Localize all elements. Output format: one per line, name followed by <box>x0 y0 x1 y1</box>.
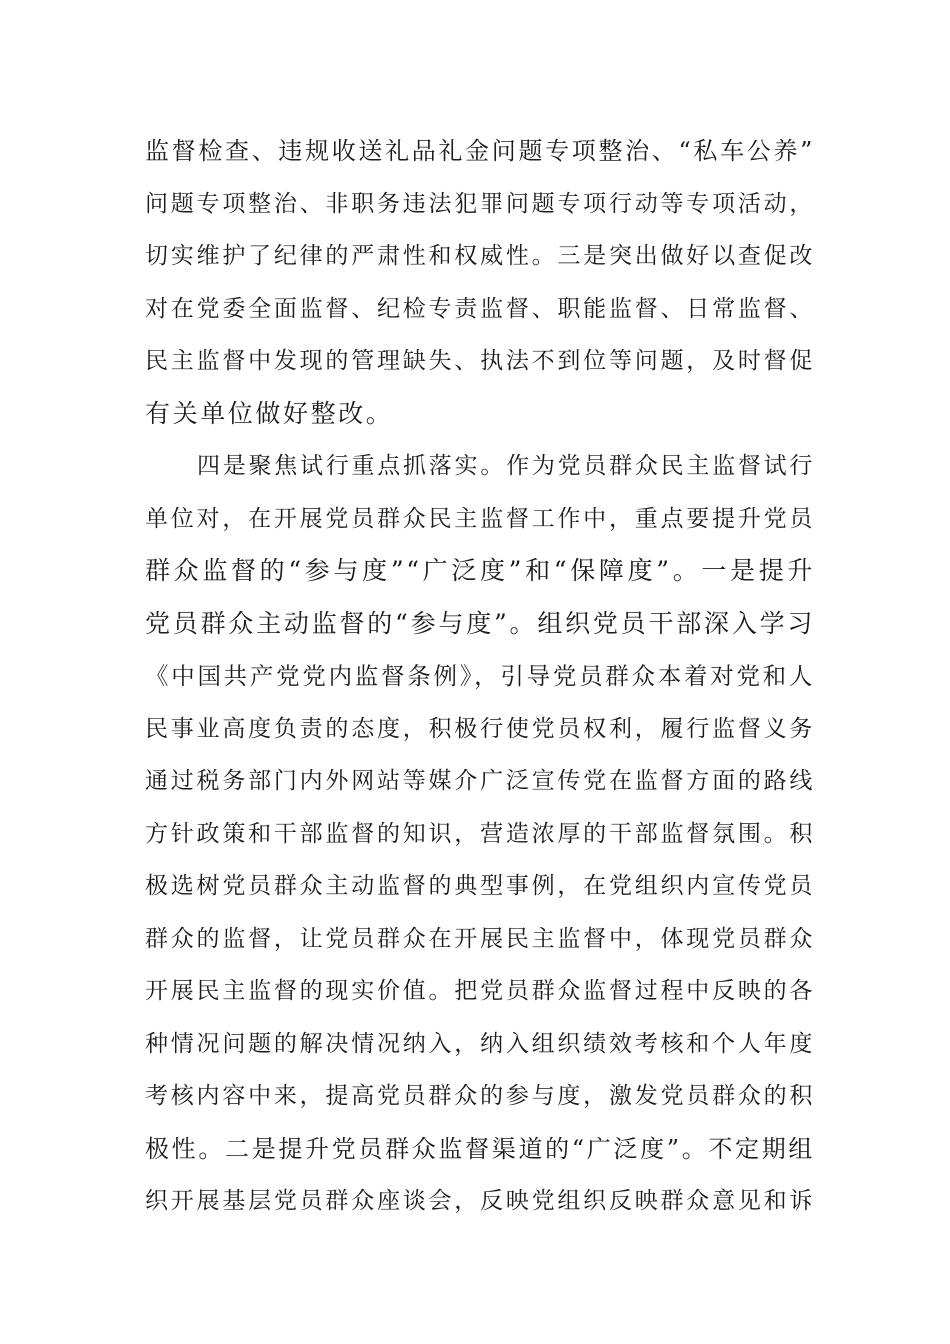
paragraph-line: 群众监督的“参与度”“广泛度”和“保障度”。一是提升 <box>145 556 815 585</box>
paragraph-line: 群众的监督，让党员群众在开展民主监督中，体现党员群众 <box>145 925 815 952</box>
paragraph-line: 极选树党员群众主动监督的典型事例，在党组织内宣传党员 <box>145 873 815 899</box>
paragraph-2 <box>145 440 815 1228</box>
paragraph-line: 织开展基层党员群众座谈会，反映党组织反映群众意见和诉 <box>145 1188 815 1214</box>
paragraph-line: 方针政策和干部监督的知识，营造浓厚的干部监督氛围。积 <box>145 820 815 847</box>
paragraph-line: 通过税务部门内外网站等媒介广泛宣传党在监督方面的路线 <box>145 768 815 794</box>
paragraph-line: 监督检查、违规收送礼品礼金问题专项整治、“私车公养” <box>145 137 815 165</box>
paragraph-line: 开展民主监督的现实价值。把党员群众监督过程中反映的各 <box>145 978 815 1004</box>
paragraph-line: 《中国共产党党内监督条例》，引导党员群众本着对党和人 <box>145 662 815 690</box>
paragraph-line: 民事业高度负责的态度，积极行使党员权利，履行监督义务 <box>145 715 815 742</box>
paragraph-line: 问题专项整治、非职务违法犯罪问题专项行动等专项活动， <box>145 190 815 217</box>
paragraph-line: 切实维护了纪律的严肃性和权威性。三是突出做好以查促改 <box>145 243 815 269</box>
paragraph-line: 有关单位做好整改。 <box>145 398 394 428</box>
paragraph-line: 民主监督中发现的管理缺失、执法不到位等问题，及时督促 <box>145 348 815 374</box>
paragraph-line: 党员群众主动监督的“参与度”。组织党员干部深入学习 <box>145 608 815 638</box>
paragraph-line: 考核内容中来，提高党员群众的参与度，激发党员群众的积 <box>145 1083 815 1109</box>
paragraph-line: 四是聚焦试行重点抓落实。作为党员群众民主监督试行 <box>197 453 815 479</box>
paragraph-line: 单位对，在开展党员群众民主监督工作中，重点要提升党员 <box>145 505 815 532</box>
paragraph-line: 对在党委全面监督、纪检专责监督、职能监督、日常监督、 <box>145 295 815 322</box>
paragraph-1 <box>145 125 815 440</box>
paragraph-line: 种情况问题的解决情况纳入，纳入组织绩效考核和个人年度 <box>145 1030 815 1057</box>
paragraph-line: 极性。二是提升党员群众监督渠道的“广泛度”。不定期组 <box>145 1134 815 1163</box>
